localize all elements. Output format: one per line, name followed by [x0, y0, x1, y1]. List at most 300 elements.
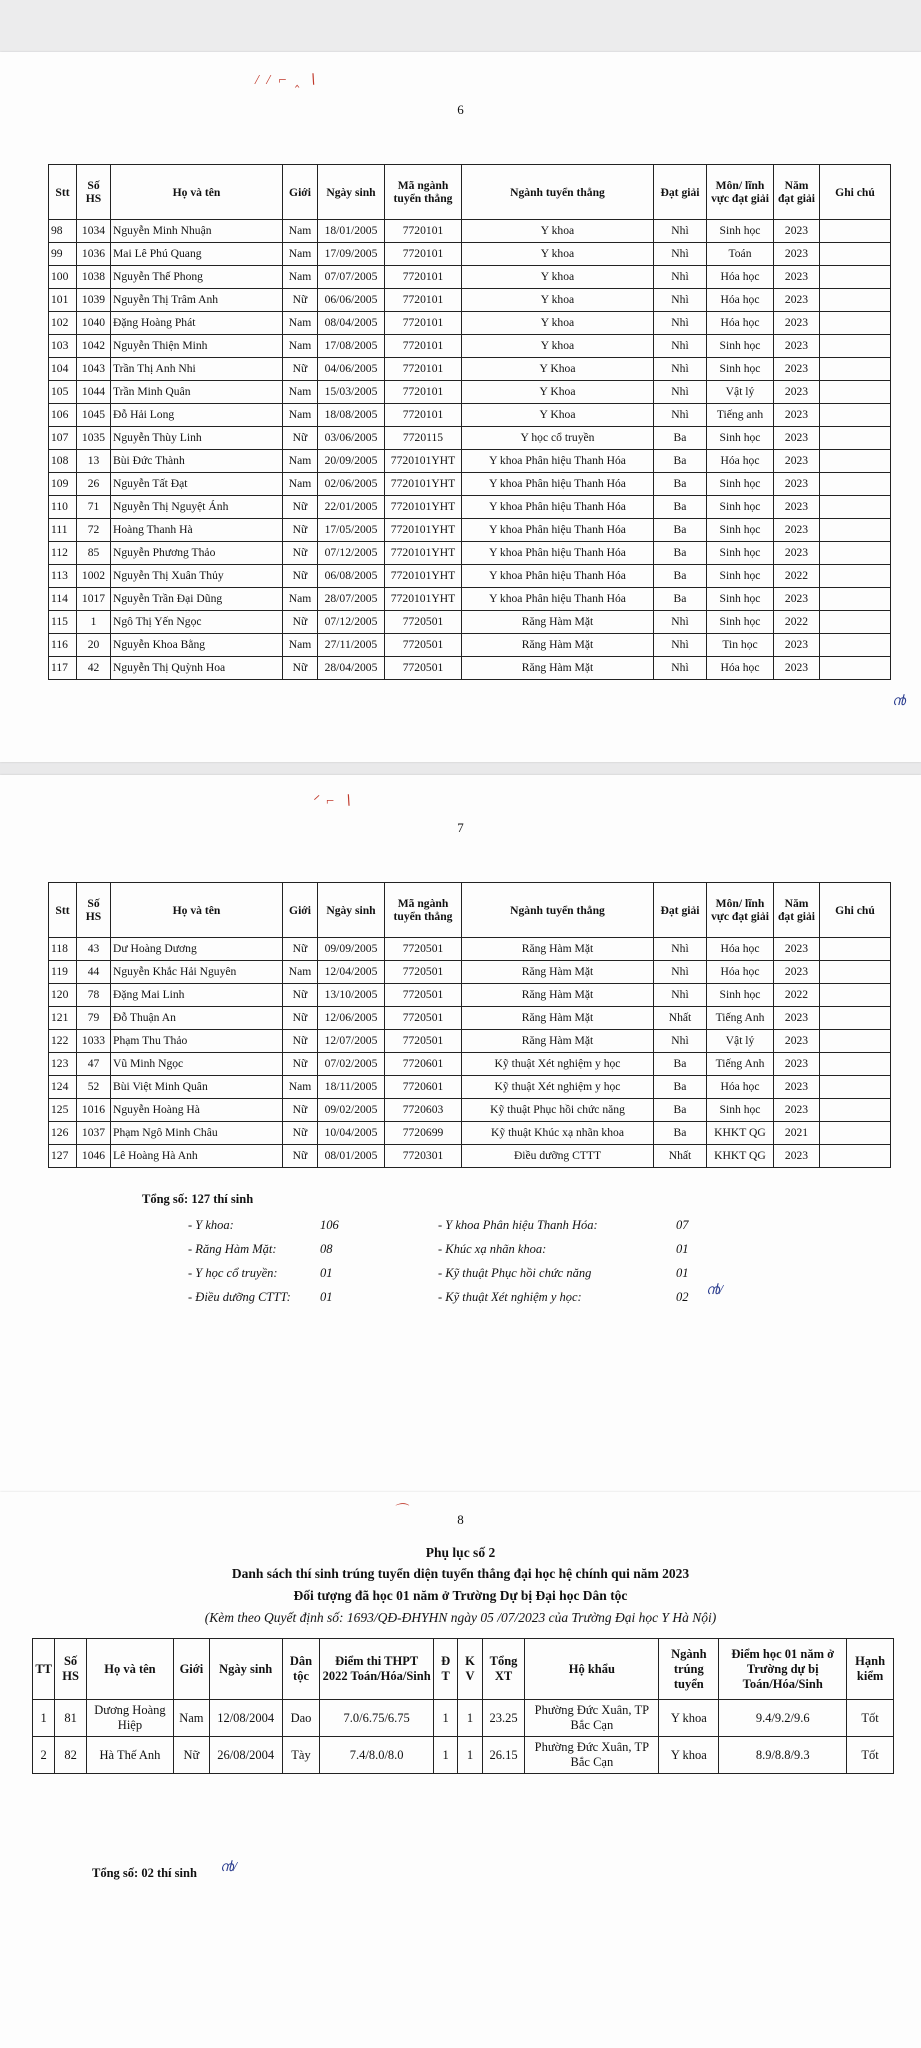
table-cell: Răng Hàm Mặt: [462, 657, 654, 680]
table-cell: Toán: [707, 243, 774, 266]
table-cell: 07/07/2005: [318, 266, 385, 289]
table-cell: 2023: [774, 1099, 820, 1122]
table-row: [49, 243, 891, 266]
summary-item: - Kỹ thuật Phục hồi chức năng: [438, 1266, 592, 1280]
table-cell: 81: [55, 1700, 86, 1737]
column-header: Năm đạt giải: [774, 883, 820, 938]
table-cell: Y khoa: [462, 266, 654, 289]
table-cell: 7.4/8.0/8.0: [320, 1737, 434, 1774]
total-count: Tổng số: 127 thí sinh: [142, 1192, 254, 1206]
table-cell: 28/07/2005: [318, 588, 385, 611]
table-cell: 7720501: [385, 611, 462, 634]
document-page-7: [0, 775, 921, 1495]
table-cell: 2023: [774, 404, 820, 427]
table-cell: [820, 1145, 891, 1168]
table-cell: 2023: [774, 634, 820, 657]
table-cell: Hóa học: [707, 657, 774, 680]
table-cell: 2023: [774, 1145, 820, 1168]
table-cell: 99: [49, 243, 77, 266]
table-cell: [820, 358, 891, 381]
table-cell: Nhì: [654, 404, 707, 427]
table-cell: Đặng Mai Linh: [111, 984, 283, 1007]
table-cell: Nguyễn Phương Thảo: [111, 542, 283, 565]
table-cell: 43: [77, 938, 111, 961]
table-cell: 04/06/2005: [318, 358, 385, 381]
table-cell: 1040: [77, 312, 111, 335]
table-row: [49, 542, 891, 565]
table-cell: Điều dưỡng CTTT: [462, 1145, 654, 1168]
list-subtitle: Đối tượng đã học 01 năm ở Trường Dự bị Đại học Dân tộc: [293, 1588, 628, 1603]
initial-signature: ൯/: [706, 1283, 724, 1298]
table-cell: Y khoa: [462, 289, 654, 312]
table-cell: Nguyễn Trần Đại Dũng: [111, 588, 283, 611]
table-cell: Nam: [283, 588, 318, 611]
table-cell: 2023: [774, 450, 820, 473]
table-cell: 1046: [77, 1145, 111, 1168]
table-cell: Y Khoa: [462, 404, 654, 427]
table-cell: Bùi Việt Minh Quân: [111, 1076, 283, 1099]
table-cell: Nhất: [654, 1145, 707, 1168]
red-mark: / / ⌐ ‸ ∖: [255, 73, 318, 88]
table-cell: Nguyễn Thị Trâm Anh: [111, 289, 283, 312]
table-cell: Hóa học: [707, 266, 774, 289]
column-header: Họ và tên: [86, 1639, 173, 1700]
column-header: K V: [458, 1639, 482, 1700]
table-cell: 2023: [774, 220, 820, 243]
table-cell: 2023: [774, 427, 820, 450]
total-count: Tổng số: 02 thí sinh: [92, 1866, 197, 1880]
column-header: Số HS: [77, 165, 111, 220]
table-row: [49, 427, 891, 450]
table-cell: 102: [49, 312, 77, 335]
table-cell: 2023: [774, 381, 820, 404]
table-cell: Ba: [654, 565, 707, 588]
table-cell: 72: [77, 519, 111, 542]
table-cell: Y khoa: [462, 220, 654, 243]
table-cell: Y khoa Phân hiệu Thanh Hóa: [462, 519, 654, 542]
table-cell: 103: [49, 335, 77, 358]
table-cell: Nam: [283, 312, 318, 335]
table-cell: Tiếng Anh: [707, 1007, 774, 1030]
table-cell: Răng Hàm Mặt: [462, 1007, 654, 1030]
table-cell: 119: [49, 961, 77, 984]
table-cell: 7720501: [385, 1030, 462, 1053]
table-cell: 7720501: [385, 634, 462, 657]
table-cell: Nữ: [283, 1053, 318, 1076]
table-cell: 2021: [774, 1122, 820, 1145]
table-cell: Kỹ thuật Phục hồi chức năng: [462, 1099, 654, 1122]
summary-item: 08: [320, 1242, 333, 1256]
table-cell: Hóa học: [707, 289, 774, 312]
table-cell: 22/01/2005: [318, 496, 385, 519]
table-cell: Đặng Hoàng Phát: [111, 312, 283, 335]
summary-item: - Kỹ thuật Xét nghiệm y học:: [438, 1290, 582, 1304]
table-cell: [820, 1007, 891, 1030]
table-cell: Nhì: [654, 1030, 707, 1053]
column-header: Tổng XT: [482, 1639, 525, 1700]
table-cell: 1036: [77, 243, 111, 266]
table-cell: [820, 542, 891, 565]
table-cell: [820, 1053, 891, 1076]
table-cell: 78: [77, 984, 111, 1007]
table-cell: Hóa học: [707, 938, 774, 961]
table-cell: 17/05/2005: [318, 519, 385, 542]
table-cell: Nam: [283, 335, 318, 358]
table-row: [49, 657, 891, 680]
table-cell: 17/09/2005: [318, 243, 385, 266]
table-cell: 1: [458, 1700, 482, 1737]
summary-item: 07: [676, 1218, 689, 1232]
table-cell: [820, 312, 891, 335]
table-cell: 7720101: [385, 381, 462, 404]
table-cell: 7720501: [385, 961, 462, 984]
table-row: [49, 358, 891, 381]
admission-table-page-7: [48, 882, 891, 1168]
table-cell: Ba: [654, 1122, 707, 1145]
table-cell: Nhì: [654, 961, 707, 984]
table-cell: Nữ: [283, 984, 318, 1007]
summary-item: - Y học cổ truyền:: [188, 1266, 278, 1280]
admission-table-page-6: [48, 164, 891, 680]
table-cell: Nhì: [654, 634, 707, 657]
table-row: [49, 1053, 891, 1076]
table-cell: Sinh học: [707, 358, 774, 381]
table-cell: 52: [77, 1076, 111, 1099]
table-cell: 1042: [77, 335, 111, 358]
table-cell: Ngô Thị Yến Ngọc: [111, 611, 283, 634]
top-band: [0, 0, 921, 52]
table-cell: Nam: [283, 220, 318, 243]
table-cell: 2023: [774, 289, 820, 312]
table-cell: 7720699: [385, 1122, 462, 1145]
table-cell: Nữ: [174, 1737, 210, 1774]
table-cell: 122: [49, 1030, 77, 1053]
table-cell: Nam: [283, 450, 318, 473]
table-cell: Sinh học: [707, 611, 774, 634]
table-header: [33, 1639, 894, 1700]
table-cell: 79: [77, 1007, 111, 1030]
table-cell: 7720101YHT: [385, 542, 462, 565]
table-cell: Tày: [282, 1737, 320, 1774]
table-cell: 7.0/6.75/6.75: [320, 1700, 434, 1737]
table-cell: Nữ: [283, 1007, 318, 1030]
table-cell: 113: [49, 565, 77, 588]
table-cell: Nữ: [283, 565, 318, 588]
table-cell: Nhì: [654, 289, 707, 312]
table-cell: 2022: [774, 984, 820, 1007]
table-cell: Trần Thị Anh Nhi: [111, 358, 283, 381]
table-cell: 17/08/2005: [318, 335, 385, 358]
table-row: [49, 588, 891, 611]
column-header: Ngày sinh: [318, 165, 385, 220]
table-cell: [820, 266, 891, 289]
table-cell: Tiếng Anh: [707, 1053, 774, 1076]
table-cell: Ba: [654, 450, 707, 473]
table-cell: 110: [49, 496, 77, 519]
table-row: [49, 634, 891, 657]
table-cell: Nữ: [283, 611, 318, 634]
table-cell: Ba: [654, 1099, 707, 1122]
table-cell: 116: [49, 634, 77, 657]
table-cell: [820, 611, 891, 634]
column-header: Hạnh kiểm: [847, 1639, 894, 1700]
red-mark: ᐟ ⌐ ∖: [312, 794, 354, 809]
table-cell: 2023: [774, 312, 820, 335]
table-cell: Nữ: [283, 289, 318, 312]
table-cell: 7720101: [385, 220, 462, 243]
table-cell: Phạm Thu Thảo: [111, 1030, 283, 1053]
table-cell: 2: [33, 1737, 55, 1774]
table-cell: Nguyễn Minh Nhuận: [111, 220, 283, 243]
table-cell: Nguyễn Tất Đạt: [111, 473, 283, 496]
table-cell: [820, 984, 891, 1007]
table-cell: 9.4/9.2/9.6: [719, 1700, 847, 1737]
table-cell: 2023: [774, 473, 820, 496]
table-cell: [820, 1122, 891, 1145]
table-cell: 1: [434, 1737, 458, 1774]
table-cell: 125: [49, 1099, 77, 1122]
table-cell: 100: [49, 266, 77, 289]
table-cell: Nam: [283, 266, 318, 289]
column-header: Ngành tuyển thẳng: [462, 883, 654, 938]
table-cell: 7720501: [385, 657, 462, 680]
column-header: Điểm thi THPT 2022 Toán/Hóa/Sinh: [320, 1639, 434, 1700]
table-cell: 1039: [77, 289, 111, 312]
table-cell: Kỹ thuật Khúc xạ nhãn khoa: [462, 1122, 654, 1145]
table-cell: 12/04/2005: [318, 961, 385, 984]
table-cell: 07/02/2005: [318, 1053, 385, 1076]
table-cell: Nữ: [283, 1099, 318, 1122]
table-cell: 109: [49, 473, 77, 496]
table-cell: 2023: [774, 266, 820, 289]
table-row: [49, 1007, 891, 1030]
table-cell: Nam: [283, 381, 318, 404]
table-cell: Mai Lê Phú Quang: [111, 243, 283, 266]
table-cell: 1038: [77, 266, 111, 289]
table-cell: Nam: [174, 1700, 210, 1737]
table-cell: Nữ: [283, 427, 318, 450]
table-cell: 12/06/2005: [318, 1007, 385, 1030]
table-cell: Ba: [654, 427, 707, 450]
table-cell: Nam: [283, 473, 318, 496]
table-cell: 1017: [77, 588, 111, 611]
table-cell: [820, 289, 891, 312]
table-row: [49, 266, 891, 289]
table-cell: Nguyễn Thị Quỳnh Hoa: [111, 657, 283, 680]
table-row: [49, 611, 891, 634]
table-cell: 1033: [77, 1030, 111, 1053]
table-cell: Nguyễn Thế Phong: [111, 266, 283, 289]
table-cell: 2022: [774, 565, 820, 588]
table-cell: [820, 381, 891, 404]
table-row: [49, 1076, 891, 1099]
table-cell: Nhì: [654, 657, 707, 680]
table-row: [49, 404, 891, 427]
table-row: [49, 565, 891, 588]
table-cell: Bùi Đức Thành: [111, 450, 283, 473]
table-row: [33, 1700, 894, 1737]
table-cell: Nữ: [283, 1122, 318, 1145]
page-number: 7: [457, 820, 464, 835]
table-cell: Ba: [654, 519, 707, 542]
table-cell: Dao: [282, 1700, 320, 1737]
page-number: 6: [457, 102, 464, 117]
table-cell: Y khoa Phân hiệu Thanh Hóa: [462, 473, 654, 496]
table-cell: 7720101YHT: [385, 519, 462, 542]
column-header: Giới: [283, 883, 318, 938]
table-cell: 47: [77, 1053, 111, 1076]
table-cell: 82: [55, 1737, 86, 1774]
table-cell: [820, 634, 891, 657]
table-cell: [820, 473, 891, 496]
table-cell: [820, 565, 891, 588]
table-cell: 7720101: [385, 243, 462, 266]
initial-signature: ൯/: [220, 1860, 238, 1875]
table-cell: Đỗ Hải Long: [111, 404, 283, 427]
table-cell: 2023: [774, 961, 820, 984]
table-cell: Nhì: [654, 381, 707, 404]
table-cell: Y khoa: [659, 1737, 719, 1774]
table-cell: Sinh học: [707, 427, 774, 450]
table-cell: Sinh học: [707, 473, 774, 496]
table-cell: 07/12/2005: [318, 611, 385, 634]
table-cell: Y Khoa: [462, 381, 654, 404]
table-cell: 7720101: [385, 312, 462, 335]
table-cell: 23.25: [482, 1700, 525, 1737]
table-cell: 12/07/2005: [318, 1030, 385, 1053]
table-row: [49, 312, 891, 335]
column-header: Dân tộc: [282, 1639, 320, 1700]
table-cell: Nguyễn Thiện Minh: [111, 335, 283, 358]
table-cell: 7720101YHT: [385, 450, 462, 473]
table-cell: Sinh học: [707, 335, 774, 358]
page-number: 8: [457, 1512, 464, 1527]
table-cell: Tốt: [847, 1737, 894, 1774]
table-cell: Sinh học: [707, 565, 774, 588]
table-cell: 7720101: [385, 266, 462, 289]
column-header: Số HS: [55, 1639, 86, 1700]
table-cell: 2023: [774, 588, 820, 611]
column-header: Ghi chú: [820, 165, 891, 220]
table-row: [49, 450, 891, 473]
table-cell: Sinh học: [707, 984, 774, 1007]
table-cell: Nguyễn Khoa Bằng: [111, 634, 283, 657]
table-cell: 7720101YHT: [385, 565, 462, 588]
table-cell: Ba: [654, 496, 707, 519]
table-cell: Nữ: [283, 657, 318, 680]
summary-item: 02: [676, 1290, 689, 1304]
table-cell: Hóa học: [707, 450, 774, 473]
table-row: [49, 938, 891, 961]
table-cell: Nhất: [654, 1007, 707, 1030]
table-cell: 02/06/2005: [318, 473, 385, 496]
table-cell: 105: [49, 381, 77, 404]
table-cell: 98: [49, 220, 77, 243]
table-cell: Y học cổ truyền: [462, 427, 654, 450]
table-cell: Nhì: [654, 312, 707, 335]
column-header: Đạt giải: [654, 165, 707, 220]
initial-signature: ൯: [892, 694, 906, 709]
table-cell: Nhì: [654, 611, 707, 634]
table-cell: Nữ: [283, 1030, 318, 1053]
column-header: Mã ngành tuyển thẳng: [385, 883, 462, 938]
table-cell: Tiếng anh: [707, 404, 774, 427]
table-cell: Y khoa: [462, 312, 654, 335]
summary-item: 01: [676, 1266, 689, 1280]
table-cell: Ba: [654, 542, 707, 565]
admission-table-page-8: [32, 1638, 894, 1774]
table-row: [49, 496, 891, 519]
column-header: Ngành trúng tuyển: [659, 1639, 719, 1700]
table-cell: 1034: [77, 220, 111, 243]
red-mark: ⌒: [393, 1504, 409, 1519]
column-header: Môn/ lĩnh vực đạt giải: [707, 883, 774, 938]
table-cell: Nữ: [283, 358, 318, 381]
table-cell: 85: [77, 542, 111, 565]
table-cell: 2023: [774, 496, 820, 519]
table-cell: 06/06/2005: [318, 289, 385, 312]
table-cell: Hóa học: [707, 961, 774, 984]
table-cell: 104: [49, 358, 77, 381]
table-cell: Y khoa Phân hiệu Thanh Hóa: [462, 565, 654, 588]
table-header: [49, 165, 891, 220]
table-cell: 06/08/2005: [318, 565, 385, 588]
table-cell: 08/04/2005: [318, 312, 385, 335]
table-cell: 07/12/2005: [318, 542, 385, 565]
table-cell: Nguyễn Thị Nguyệt Ánh: [111, 496, 283, 519]
table-cell: Trần Minh Quân: [111, 381, 283, 404]
table-cell: 111: [49, 519, 77, 542]
table-cell: Nam: [283, 634, 318, 657]
table-cell: 2022: [774, 611, 820, 634]
table-cell: Nam: [283, 961, 318, 984]
table-cell: Đỗ Thuận An: [111, 1007, 283, 1030]
table-cell: [820, 335, 891, 358]
table-cell: Răng Hàm Mặt: [462, 938, 654, 961]
table-cell: Nữ: [283, 1145, 318, 1168]
table-cell: Tin học: [707, 634, 774, 657]
table-cell: Răng Hàm Mặt: [462, 634, 654, 657]
table-cell: Phường Đức Xuân, TP Bắc Cạn: [525, 1700, 659, 1737]
table-cell: 2023: [774, 657, 820, 680]
table-row: [49, 1145, 891, 1168]
table-cell: Sinh học: [707, 220, 774, 243]
summary-item: - Y khoa:: [188, 1218, 234, 1232]
table-cell: Nguyễn Khắc Hải Nguyên: [111, 961, 283, 984]
table-cell: Y khoa Phân hiệu Thanh Hóa: [462, 496, 654, 519]
table-cell: 106: [49, 404, 77, 427]
document-page-6: [0, 52, 921, 762]
column-header: Năm đạt giải: [774, 165, 820, 220]
table-cell: Nguyễn Hoàng Hà: [111, 1099, 283, 1122]
table-cell: Nữ: [283, 938, 318, 961]
column-header: Mã ngành tuyển thẳng: [385, 165, 462, 220]
table-cell: Nguyễn Thùy Linh: [111, 427, 283, 450]
table-cell: 1: [33, 1700, 55, 1737]
table-cell: Nữ: [283, 542, 318, 565]
decision-note: (Kèm theo Quyết định số: 1693/QĐ-ĐHYHN ngày 05 /07/2023 của Trường Đại học Y Hà Nội): [204, 1610, 717, 1625]
table-cell: Răng Hàm Mặt: [462, 984, 654, 1007]
table-cell: Vũ Minh Ngọc: [111, 1053, 283, 1076]
table-cell: 101: [49, 289, 77, 312]
table-cell: 120: [49, 984, 77, 1007]
table-cell: [820, 427, 891, 450]
table-cell: 26: [77, 473, 111, 496]
table-cell: 10/04/2005: [318, 1122, 385, 1145]
table-cell: Lê Hoàng Hà Anh: [111, 1145, 283, 1168]
column-header: Stt: [49, 165, 77, 220]
table-cell: 7720101YHT: [385, 473, 462, 496]
